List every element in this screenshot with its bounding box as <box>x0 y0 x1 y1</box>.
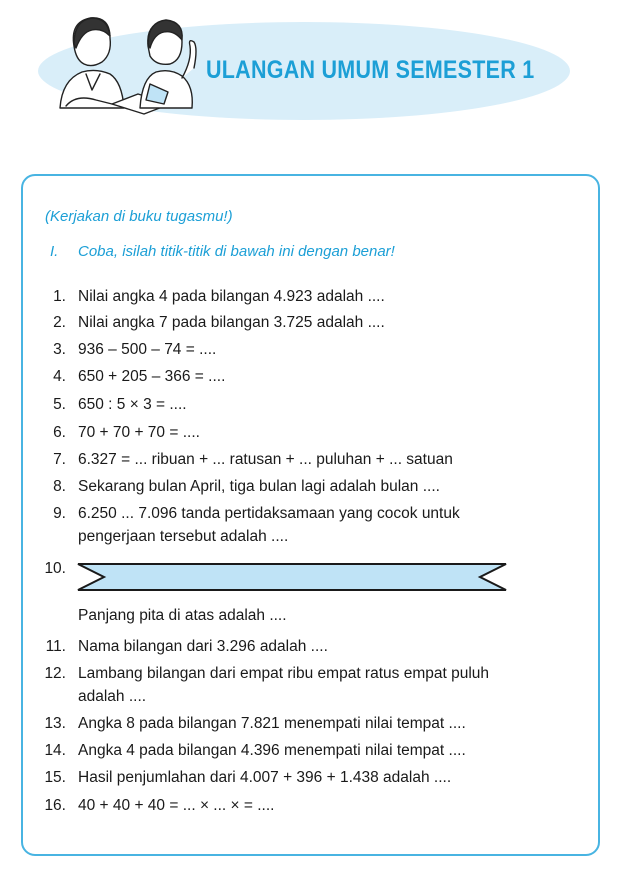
question-text: Nilai angka 7 pada bilangan 3.725 adalah .... <box>78 314 385 331</box>
question-number: 7. <box>53 451 66 468</box>
question-text: Angka 8 pada bilangan 7.821 menempati nilai tempat .... <box>78 715 466 732</box>
question-text: Lambang bilangan dari empat ribu empat ratus empat puluh <box>78 665 490 682</box>
section-text: Coba, isilah titik-titik di bawah ini dengan benar! <box>78 243 395 260</box>
instruction-text: (Kerjakan di buku tugasmu!) <box>45 208 233 225</box>
ribbon-figure <box>76 560 508 594</box>
question-text: 70 + 70 + 70 = .... <box>78 424 200 441</box>
question-text: 650 : 5 × 3 = .... <box>78 396 187 413</box>
question-text: Hasil penjumlahan dari 4.007 + 396 + 1.438 adalah .... <box>78 769 452 786</box>
question-number: 2. <box>53 314 66 331</box>
question-text: Nilai angka 4 pada bilangan 4.923 adalah .... <box>78 288 385 305</box>
question-number: 4. <box>53 368 66 385</box>
section-number: I. <box>50 243 59 260</box>
question-text: Panjang pita di atas adalah .... <box>78 607 287 624</box>
question-text: 650 + 205 – 366 = .... <box>78 368 226 385</box>
question-number: 10. <box>44 560 66 577</box>
question-number: 3. <box>53 341 66 358</box>
page-title: ULANGAN UMUM SEMESTER 1 <box>206 56 535 84</box>
section-heading <box>50 243 395 260</box>
question-text: adalah .... <box>78 688 147 705</box>
question-number: 8. <box>53 478 66 495</box>
question-text: pengerjaan tersebut adalah .... <box>78 528 289 545</box>
question-text: Angka 4 pada bilangan 4.396 menempati nilai tempat .... <box>78 742 466 759</box>
question-number: 14. <box>44 742 66 759</box>
question-text: 6.250 ... 7.096 tanda pertidaksamaan yang cocok untuk <box>78 505 460 522</box>
question-text: Nama bilangan dari 3.296 adalah .... <box>78 638 328 655</box>
question-text: Sekarang bulan April, tiga bulan lagi adalah bulan .... <box>78 478 440 495</box>
question-number: 6. <box>53 424 66 441</box>
question-number: 9. <box>53 505 66 522</box>
question-number: 16. <box>44 797 66 814</box>
question-number: 13. <box>44 715 66 732</box>
students-illustration <box>52 8 202 116</box>
question-number: 15. <box>44 769 66 786</box>
question-number: 5. <box>53 396 66 413</box>
question-number: 11. <box>45 638 66 655</box>
question-text: 936 – 500 – 74 = .... <box>78 341 217 358</box>
question-text: 40 + 40 + 40 = ... × ... × = .... <box>78 797 275 814</box>
question-number: 12. <box>44 665 66 682</box>
question-text: 6.327 = ... ribuan + ... ratusan + ... puluhan + ... satuan <box>78 451 453 468</box>
question-number: 1. <box>53 288 66 305</box>
